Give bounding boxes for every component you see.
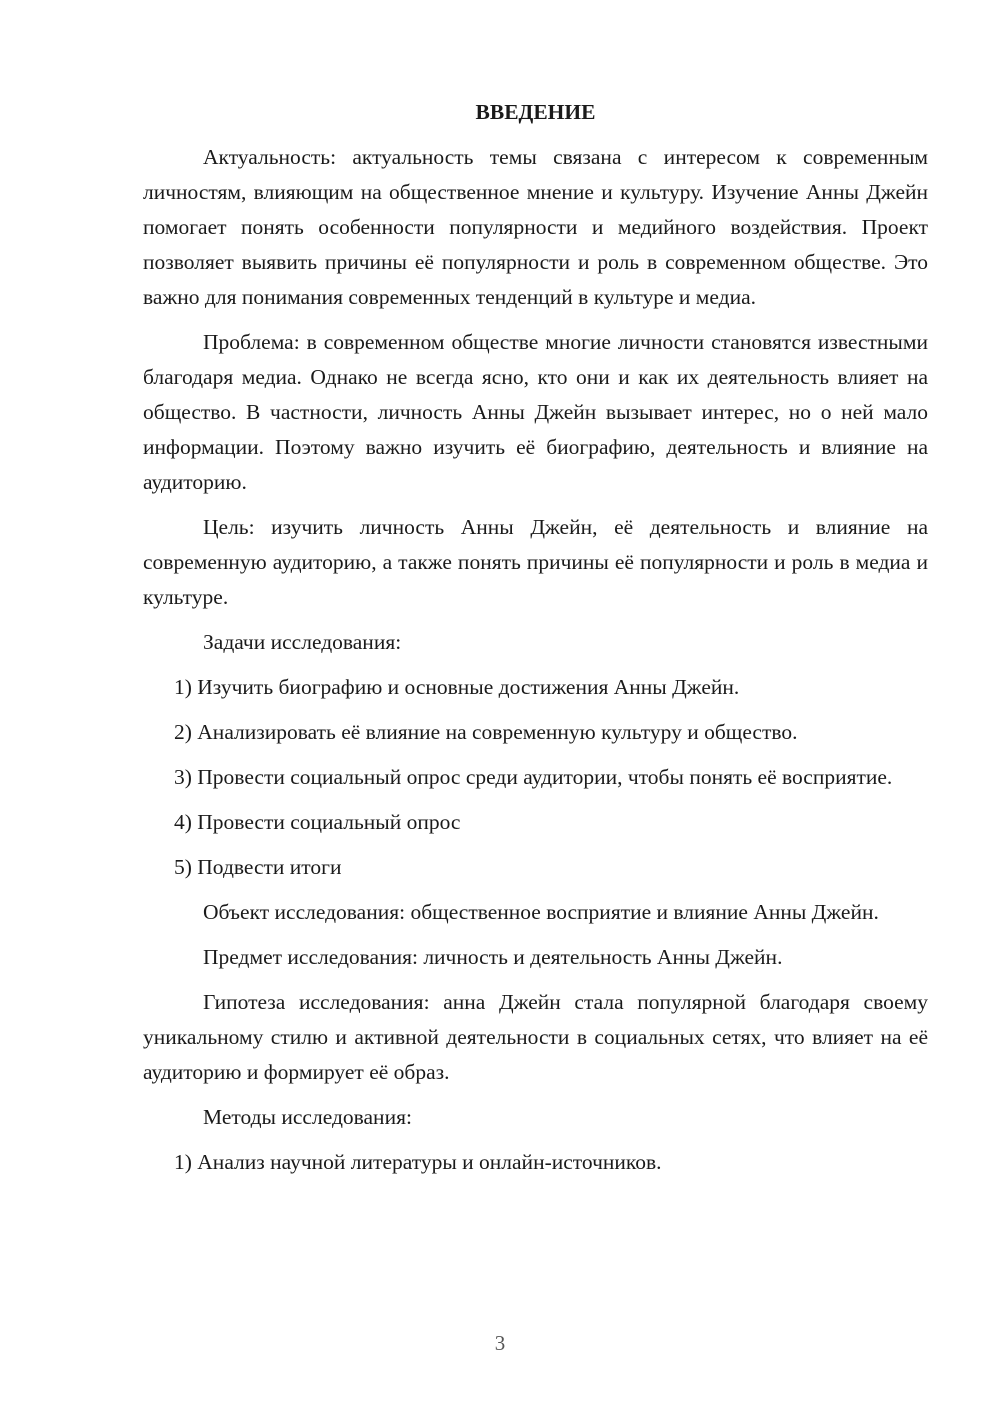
section-title: ВВЕДЕНИЕ [475,100,596,124]
paragraph-hypothesis: Гипотеза исследования: анна Джейн стала популярной благодаря своему уникальному стилю и активной деятельности в социальных сетях, что влияет на её аудиторию и формирует её образ. [143,990,928,1084]
paragraph-relevance: Актуальность: актуальность темы связана с интересом к современным личностям, влияющим на общественное мнение и культуру. Изучение Анны Джейн помогает понять особенности популярности и медийного воздействия. Проект позволяет выявить причины её популярности и роль в современном обществе. Это важно для понимания современных тенденций в культуре и медиа. [143,145,928,309]
methods-heading: Методы исследования: [203,1105,412,1129]
task-item-1: 1) Изучить биографию и основные достижения Анны Джейн. [174,675,740,699]
task-item-4: 4) Провести социальный опрос [174,810,461,834]
task-item-2: 2) Анализировать её влияние на современную культуру и общество. [174,720,798,744]
page-number: 3 [494,1331,506,1355]
task-item-3: 3) Провести социальный опрос среди аудитории, чтобы понять её восприятие. [174,765,893,789]
tasks-heading: Задачи исследования: [203,630,402,654]
paragraph-problem: Проблема: в современном обществе многие личности становятся известными благодаря медиа. Однако не всегда ясно, кто они и как их деятельность влияет на общество. В частности, личность Анны Джейн вызывает интерес, но о ней мало информации. Поэтому важно изучить её биографию, деятельность и влияние на аудиторию. [143,330,928,494]
paragraph-object: Объект исследования: общественное восприятие и влияние Анны Джейн. [203,900,879,924]
document-page [143,95,928,1190]
paragraph-goal: Цель: изучить личность Анны Джейн, её деятельность и влияние на современную аудиторию, а также понять причины её популярности и роль в медиа и культуре. [143,515,928,609]
method-item-1: 1) Анализ научной литературы и онлайн-источников. [174,1150,662,1174]
paragraph-subject: Предмет исследования: личность и деятельность Анны Джейн. [203,945,783,969]
task-item-5: 5) Подвести итоги [174,855,342,879]
